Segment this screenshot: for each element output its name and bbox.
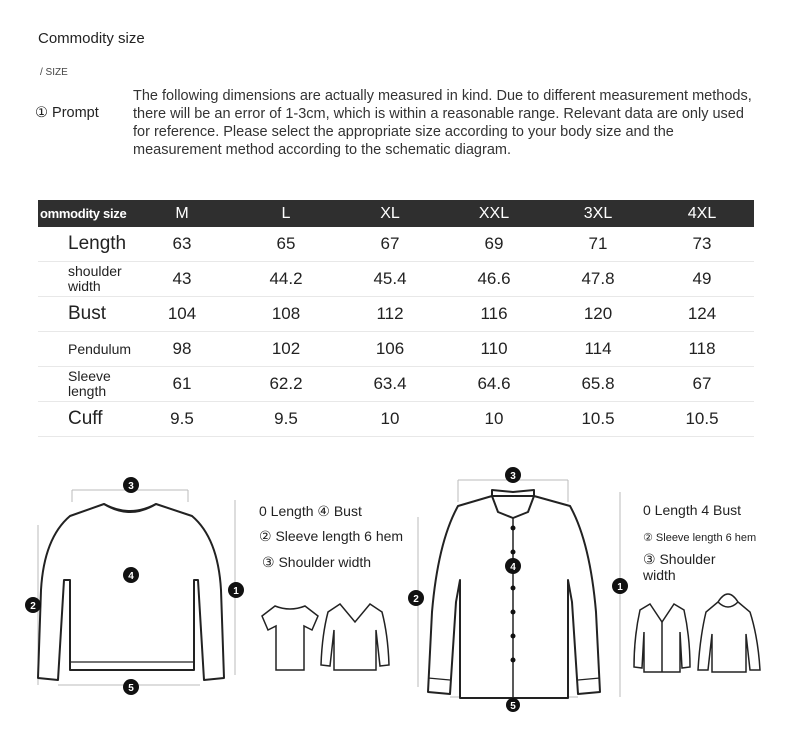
row-label: Pendulum — [38, 332, 130, 367]
row-label: Sleeve length — [38, 367, 130, 402]
measurement-note: The following dimensions are actually measured in kind. Due to different measurement methods, there will be an error of 1-3cm, which is within a reasonable range. Relevant data are only used for reference. Please select the appropriate size according to your body size and the measurement method according to the schematic diagram. — [133, 88, 752, 158]
table-cell: 9.5 — [130, 402, 234, 437]
size-col-header: XXL — [442, 200, 546, 227]
sweater-measure-diagram — [0, 460, 420, 700]
table-cell: 98 — [130, 332, 234, 367]
table-cell: 71 — [546, 227, 650, 262]
table-cell: 10.5 — [546, 402, 650, 437]
table-cell: 108 — [234, 297, 338, 332]
legend-left-1: 0 Length ④ Bust — [259, 503, 362, 519]
vneck-sweater-icon — [321, 604, 389, 670]
table-row — [38, 367, 754, 402]
table-cell: 114 — [546, 332, 650, 367]
table-cell: 67 — [650, 367, 754, 402]
legend-right-2: ② Sleeve length 6 hem — [643, 532, 757, 544]
table-cell: 118 — [650, 332, 754, 367]
corner-label: ommodity size — [38, 200, 130, 227]
table-cell: 112 — [338, 297, 442, 332]
table-row — [38, 402, 754, 437]
table-cell: 110 — [442, 332, 546, 367]
table-cell: 73 — [650, 227, 754, 262]
size-table — [38, 200, 754, 437]
table-cell: 44.2 — [234, 262, 338, 297]
sweater-outline — [38, 504, 224, 680]
table-cell: 106 — [338, 332, 442, 367]
legend-right-3: ③ Shoulder — [643, 551, 716, 567]
table-cell: 65 — [234, 227, 338, 262]
table-cell: 116 — [442, 297, 546, 332]
table-cell: 45.4 — [338, 262, 442, 297]
table-row — [38, 227, 754, 262]
table-cell: 9.5 — [234, 402, 338, 437]
page-subtitle: / SIZE — [40, 67, 68, 78]
page-title: Commodity size — [38, 30, 145, 47]
table-row — [38, 332, 754, 367]
table-cell: 63 — [130, 227, 234, 262]
table-cell: 10 — [338, 402, 442, 437]
row-label: Length — [38, 227, 130, 262]
marker-2: 2 — [413, 594, 419, 605]
cardigan-icon — [634, 604, 690, 672]
table-row — [38, 297, 754, 332]
table-cell: 69 — [442, 227, 546, 262]
table-cell: 62.2 — [234, 367, 338, 402]
hoodie-icon — [698, 594, 760, 672]
table-cell: 10 — [442, 402, 546, 437]
marker-1: 1 — [617, 582, 623, 593]
table-cell: 65.8 — [546, 367, 650, 402]
size-col-header: 3XL — [546, 200, 650, 227]
marker-2: 2 — [30, 601, 36, 612]
legend-left-3: ③ Shoulder width — [262, 554, 372, 570]
table-cell: 67 — [338, 227, 442, 262]
table-cell: 46.6 — [442, 262, 546, 297]
size-header-row — [38, 200, 754, 227]
table-cell: 124 — [650, 297, 754, 332]
table-cell: 43 — [130, 262, 234, 297]
marker-5: 5 — [128, 683, 134, 694]
marker-5: 5 — [510, 701, 516, 712]
legend-right-1: 0 Length 4 Bust — [643, 502, 742, 518]
row-label: Cuff — [38, 402, 130, 437]
marker-1: 1 — [233, 586, 239, 597]
shirt-outline — [428, 490, 600, 698]
legend-left-2: ② Sleeve length 6 hem — [259, 528, 404, 544]
row-label: Bust — [38, 297, 130, 332]
table-cell: 63.4 — [338, 367, 442, 402]
table-cell: 120 — [546, 297, 650, 332]
size-col-header: XL — [338, 200, 442, 227]
marker-4: 4 — [128, 571, 134, 582]
table-cell: 47.8 — [546, 262, 650, 297]
table-cell: 64.6 — [442, 367, 546, 402]
table-row — [38, 262, 754, 297]
shirt-measure-diagram — [400, 462, 790, 712]
size-col-header: M — [130, 200, 234, 227]
table-cell: 49 — [650, 262, 754, 297]
table-cell: 61 — [130, 367, 234, 402]
marker-4: 4 — [510, 562, 516, 573]
row-label: shoulder width — [38, 262, 130, 297]
size-col-header: 4XL — [650, 200, 754, 227]
legend-right-4: width — [643, 567, 676, 583]
prompt-label: ① Prompt — [35, 105, 99, 121]
marker-3: 3 — [510, 471, 516, 482]
table-cell: 104 — [130, 297, 234, 332]
marker-3: 3 — [128, 481, 134, 492]
tshirt-icon — [262, 606, 318, 670]
table-cell: 10.5 — [650, 402, 754, 437]
table-cell: 102 — [234, 332, 338, 367]
size-col-header: L — [234, 200, 338, 227]
